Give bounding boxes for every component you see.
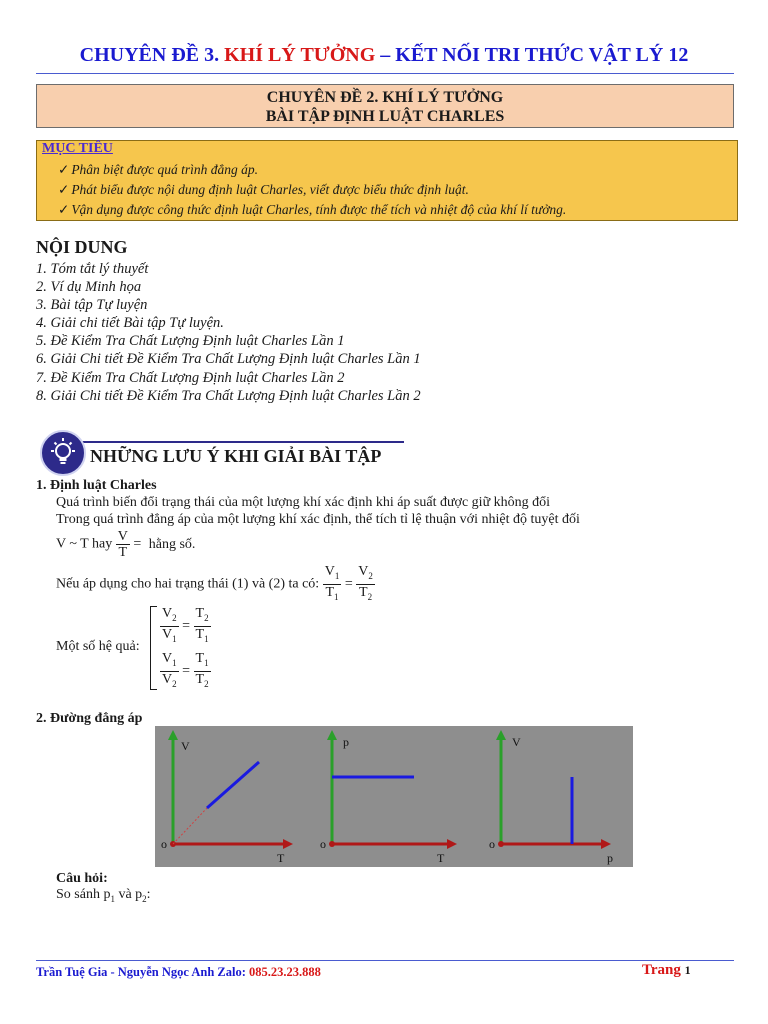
footer-divider bbox=[36, 960, 734, 961]
corollary-label: Một số hệ quả: bbox=[56, 639, 140, 654]
question-heading: Câu hỏi: bbox=[56, 871, 108, 886]
graph2-origin: o bbox=[320, 837, 326, 851]
objective-item: ✓ Phát biểu được nội dung định luật Charles, viết được biểu thức định luật. bbox=[58, 182, 469, 197]
toc-item: 3. Bài tập Tự luyện bbox=[36, 297, 148, 313]
header-prefix: CHUYÊN ĐỀ 3. bbox=[79, 44, 220, 66]
title-box bbox=[36, 84, 734, 128]
header-title bbox=[0, 44, 768, 67]
graph-p-t bbox=[320, 730, 457, 865]
graph-v-p bbox=[489, 730, 613, 865]
graph2-x-label: T bbox=[437, 851, 445, 865]
law-definition: Quá trình biến đổi trạng thái của một lượng khí xác định khi áp suất được giữ không đổi bbox=[56, 495, 551, 510]
fraction-v-over-t: $\frac{V}{T}$ bbox=[117, 529, 128, 560]
graph3-x-label: p bbox=[607, 851, 613, 865]
isobar-heading: 2. Đường đẳng áp bbox=[36, 711, 143, 726]
graph1-y-label: V bbox=[181, 739, 190, 753]
toc-item: 2. Ví dụ Minh họa bbox=[36, 279, 142, 295]
lightbulb-icon bbox=[40, 430, 86, 476]
fraction-v1-t1: $\frac{V_1}{T_1}$ bbox=[324, 564, 340, 602]
law-relation: V ~ T hay $\frac{V}{T}$ = hằng số. bbox=[56, 529, 196, 560]
objective-item: ✓ Vận dụng được công thức định luật Charles, tính được thể tích và nhiệt độ của khí lí tưởng. bbox=[58, 202, 567, 217]
footer-authors: Trần Tuệ Gia - Nguyễn Ngọc Anh Zalo: 085.23.23.888 bbox=[36, 965, 321, 979]
graph1-origin: o bbox=[161, 837, 167, 851]
header-suffix: – KẾT NỐI TRI THỨC VẬT LÝ 12 bbox=[380, 44, 689, 66]
section-title: NHỮNG LƯU Ý KHI GIẢI BÀI TẬP bbox=[90, 446, 382, 466]
objective-heading: MỤC TIÊU bbox=[42, 141, 113, 156]
question-text: So sánh $p_1$ và $p_2$: bbox=[56, 887, 151, 904]
check-icon: ✓ bbox=[58, 162, 70, 177]
header-divider bbox=[36, 73, 734, 74]
check-icon: ✓ bbox=[58, 202, 70, 217]
toc-item: 6. Giải Chi tiết Đề Kiểm Tra Chất Lượng Định luật Charles Lần 1 bbox=[36, 351, 421, 367]
fraction-v2-t2: $\frac{V_2}{T_2}$ bbox=[358, 564, 373, 602]
title-line-1: CHUYÊN ĐỀ 2. KHÍ LÝ TƯỞNG bbox=[266, 89, 504, 106]
header-highlight: KHÍ LÝ TƯỞNG bbox=[224, 44, 376, 66]
toc-item: 1. Tóm tắt lý thuyết bbox=[36, 261, 149, 277]
toc-item: 8. Giải Chi tiết Đề Kiểm Tra Chất Lượng Định luật Charles Lần 2 bbox=[36, 388, 421, 404]
graph2-y-label: p bbox=[343, 735, 349, 749]
corollary-1: $\frac{V_2}{V_1}$ = $\frac{T_2}{T_1}$ bbox=[162, 606, 209, 644]
two-states-formula: Nếu áp dụng cho hai trạng thái (1) và (2) ta có: $\frac{V_1}{T_1}$ = $\frac{V_2}{T_2}$ bbox=[56, 564, 375, 605]
law-statement: Trong quá trình đẳng áp của một lượng khí xác định, thể tích tỉ lệ thuận với nhiệt độ tuyệt đối bbox=[56, 512, 580, 527]
graph3-y-label: V bbox=[512, 735, 521, 749]
section-divider bbox=[82, 441, 404, 443]
contents-heading: NỘI DUNG bbox=[36, 237, 128, 257]
law-heading: 1. Định luật Charles bbox=[36, 478, 157, 493]
graph3-origin: o bbox=[489, 837, 495, 851]
objective-item: ✓ Phân biệt được quá trình đẳng áp. bbox=[58, 162, 258, 177]
graph1-x-label: T bbox=[277, 851, 285, 865]
corollary-2: $\frac{V_1}{V_2}$ = $\frac{T_1}{T_2}$ bbox=[162, 651, 209, 689]
toc-item: 4. Giải chi tiết Bài tập Tự luyện. bbox=[36, 315, 224, 331]
graph-v-t bbox=[161, 730, 293, 865]
toc-item: 5. Đề Kiểm Tra Chất Lượng Định luật Charles Lần 1 bbox=[36, 333, 345, 349]
title-line-2: BÀI TẬP ĐỊNH LUẬT CHARLES bbox=[265, 108, 505, 125]
footer-phone: 085.23.23.888 bbox=[249, 965, 321, 979]
isobar-graph-panel bbox=[155, 726, 633, 867]
page-number: Trang 1 bbox=[642, 962, 691, 978]
corollary-bracket bbox=[150, 606, 157, 690]
toc-item: 7. Đề Kiểm Tra Chất Lượng Định luật Charles Lần 2 bbox=[36, 370, 345, 386]
check-icon: ✓ bbox=[58, 182, 70, 197]
